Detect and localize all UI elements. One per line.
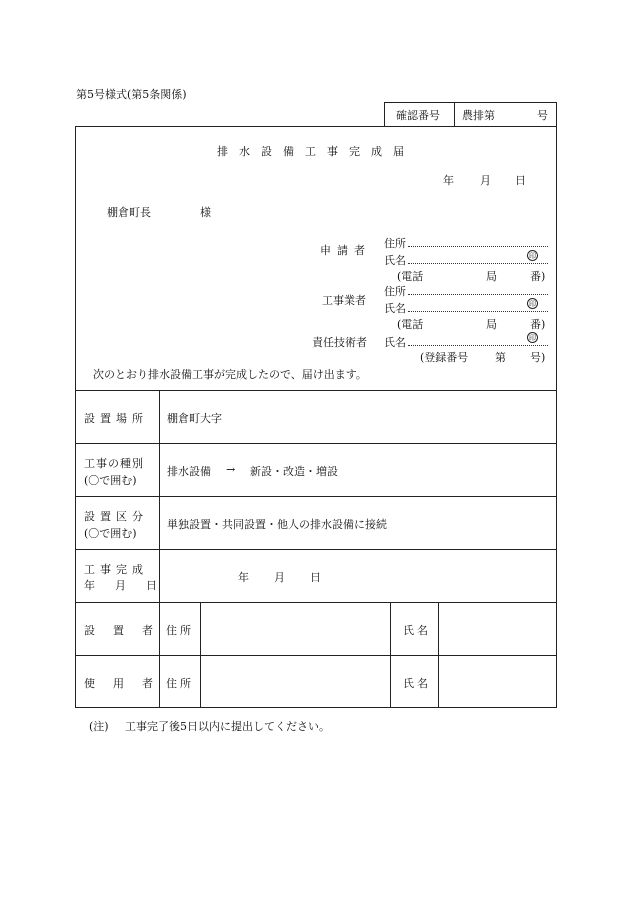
completion-day-label: 日: [310, 571, 321, 584]
engineer-name-label: 氏名: [384, 336, 406, 349]
engineer-name-line[interactable]: [408, 345, 548, 346]
completion-label: 工事完成: [84, 563, 148, 576]
table-address-label-divider: [200, 602, 201, 708]
statement-text: 次のとおり排水設備工事が完成したので、届け出ます。: [93, 368, 367, 381]
contractor-name-line[interactable]: [408, 311, 548, 312]
engineer-registration-open: (登録番号: [420, 351, 469, 364]
work-type-sub-label: (〇で囲む): [84, 474, 137, 487]
contractor-name-label: 氏名: [384, 302, 406, 315]
date-year-label: 年: [443, 174, 454, 187]
contractor-phone-station: 局: [486, 318, 497, 331]
location-value[interactable]: 棚倉町大字: [167, 412, 222, 425]
work-type-arrow-icon: →: [226, 463, 236, 476]
table-divider: [75, 549, 557, 550]
contractor-phone-open: (電話: [397, 318, 424, 331]
contractor-address-line[interactable]: [408, 294, 548, 295]
addressee-name: 棚倉町長: [107, 206, 151, 219]
confirmation-number-label: 確認番号: [396, 109, 440, 122]
table-name-label-divider-right: [438, 602, 439, 708]
installer-name-label: 氏名: [403, 624, 431, 637]
confirmation-number-prefix: 農排第: [462, 109, 495, 122]
applicant-seal-icon: 印: [529, 252, 536, 260]
work-type-options[interactable]: 新設・改造・増設: [250, 465, 338, 478]
confirmation-box-divider: [454, 102, 455, 127]
applicant-phone-open: (電話: [397, 270, 424, 283]
date-day-label: 日: [515, 174, 526, 187]
engineer-label: 責任技術者: [312, 336, 367, 349]
applicant-phone-number: 番): [530, 270, 546, 283]
engineer-seal-icon: 印: [529, 334, 536, 342]
completion-year-label: 年: [238, 571, 249, 584]
contractor-phone-number: 番): [530, 318, 546, 331]
table-divider: [75, 602, 557, 603]
note-text: 工事完了後5日以内に提出してください。: [125, 720, 330, 733]
date-month-label: 月: [480, 174, 491, 187]
install-type-label: 設置区分: [84, 510, 148, 523]
user-name-label: 氏名: [403, 677, 431, 690]
location-label: 設置場所: [84, 412, 148, 425]
table-divider: [75, 390, 557, 391]
contractor-address-label: 住所: [384, 285, 406, 298]
table-divider: [75, 443, 557, 444]
completion-month-label: 月: [274, 571, 285, 584]
completion-sub-label: 年月日: [84, 579, 177, 592]
addressee-honorific: 様: [200, 206, 211, 219]
contractor-seal-icon: 印: [529, 300, 536, 308]
user-label: 使用者: [84, 677, 171, 690]
form-title: 排水設備工事完成届: [217, 145, 415, 158]
applicant-name-label: 氏名: [384, 254, 406, 267]
confirmation-number-suffix: 号: [537, 109, 548, 122]
table-divider: [75, 496, 557, 497]
applicant-phone-station: 局: [486, 270, 497, 283]
note-label: (注): [89, 720, 109, 733]
applicant-name-line[interactable]: [408, 263, 548, 264]
install-type-sub-label: (〇で囲む): [84, 527, 137, 540]
work-type-label: 工事の種別: [84, 457, 144, 470]
table-name-label-divider-left: [390, 602, 391, 708]
engineer-registration-prefix: 第: [495, 351, 506, 364]
form-number-label: 第5号様式(第5条関係): [76, 88, 187, 101]
installer-label: 設置者: [84, 624, 171, 637]
table-divider: [75, 655, 557, 656]
engineer-registration-suffix: 号): [530, 351, 546, 364]
installer-address-label: 住所: [166, 624, 194, 637]
table-label-column-divider: [159, 390, 160, 708]
user-address-label: 住所: [166, 677, 194, 690]
applicant-address-label: 住所: [384, 237, 406, 250]
install-type-options[interactable]: 単独設置・共同設置・他人の排水設備に接続: [167, 518, 387, 531]
applicant-label: 申請者: [320, 244, 371, 257]
work-type-category: 排水設備: [167, 465, 211, 478]
contractor-label: 工事業者: [322, 294, 366, 307]
applicant-address-line[interactable]: [408, 246, 548, 247]
